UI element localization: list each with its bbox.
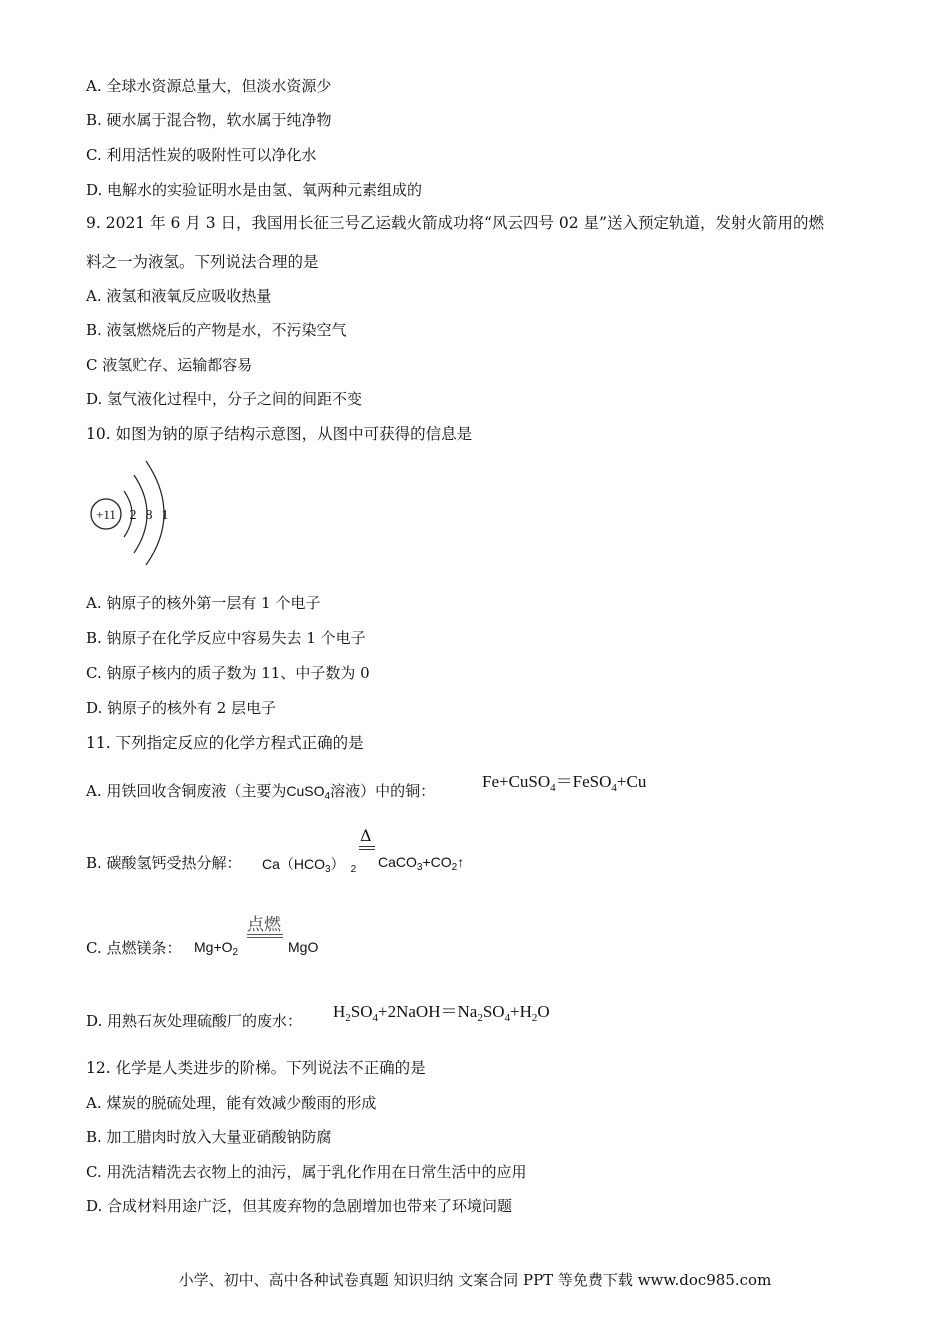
q11-d-equation: $H_2SO_4+2NaOH=Na_2SO_4+H_2O$ bbox=[333, 1002, 550, 1024]
q9-stem-line2: 料之一为液氢。下列说法合理的是 bbox=[86, 253, 319, 271]
q12-option-b: B. 加工腊肉时放入大量亚硝酸钠防腐 bbox=[86, 1128, 332, 1146]
sodium-atom-structure-diagram bbox=[86, 455, 186, 565]
q11-b-heat-condition: Δ bbox=[360, 826, 372, 845]
q8-option-a: A. 全球水资源总量大，但淡水资源少 bbox=[86, 77, 332, 95]
q11-c-ignite-condition: 点燃 bbox=[247, 915, 281, 935]
q9-option-b: B. 液氢燃烧后的产物是水，不污染空气 bbox=[86, 321, 347, 339]
q11-stem: 11. 下列指定反应的化学方程式正确的是 bbox=[86, 734, 364, 752]
q11-option-a: A. 用铁回收含铜废液（主要为CuSO$_4$溶液）中的铜： bbox=[86, 782, 436, 802]
nucleus-charge: +11 bbox=[96, 507, 116, 522]
q11-c-product: MgO bbox=[288, 939, 319, 955]
shell-2-electrons: 8 bbox=[145, 508, 153, 523]
q11-option-c-label: C. 点燃镁条： bbox=[86, 939, 182, 957]
q11-option-d: D. 用熟石灰处理硫酸厂的废水： bbox=[86, 1012, 303, 1030]
q11-b-equals-sign bbox=[359, 846, 375, 850]
q12-option-a: A. 煤炭的脱硫处理，能有效减少酸雨的形成 bbox=[86, 1094, 377, 1112]
q10-option-d: D. 钠原子的核外有 2 层电子 bbox=[86, 699, 277, 717]
q8-option-d: D. 电解水的实验证明水是由氢、氧两种元素组成的 bbox=[86, 181, 423, 199]
shell-3-electrons: 1 bbox=[161, 508, 169, 523]
q8-option-b: B. 硬水属于混合物，软水属于纯净物 bbox=[86, 111, 332, 129]
q9-option-a: A. 液氢和液氧反应吸收热量 bbox=[86, 287, 272, 305]
q11-c-equals-sign bbox=[247, 934, 283, 938]
q10-option-a: A. 钠原子的核外第一层有 1 个电子 bbox=[86, 594, 321, 612]
q10-stem: 10. 如图为钠的原子结构示意图，从图中可获得的信息是 bbox=[86, 425, 473, 443]
q9-option-d: D. 氢气液化过程中，分子之间的间距不变 bbox=[86, 390, 363, 408]
q10-option-c: C. 钠原子核内的质子数为 11、中子数为 0 bbox=[86, 664, 370, 682]
q12-stem: 12. 化学是人类进步的阶梯。下列说法不正确的是 bbox=[86, 1059, 426, 1077]
q11-b-reactant: $Ca(HCO_3)$ $_2$ bbox=[262, 856, 357, 875]
q11-option-b-label: B. 碳酸氢钙受热分解： bbox=[86, 854, 242, 872]
shell-1-electrons: 2 bbox=[129, 508, 137, 523]
q9-option-c: C 液氢贮存、运输都容易 bbox=[86, 356, 253, 374]
q9-stem-line1: 9. 2021 年 6 月 3 日，我国用长征三号乙运载火箭成功将“风云四号 02 星”送入预定轨道，发射火箭用的燃 bbox=[86, 214, 824, 232]
q11-a-equation: Fe+CuSO$_4$＝FeSO$_4$+Cu bbox=[482, 772, 647, 794]
q8-option-c: C. 利用活性炭的吸附性可以净化水 bbox=[86, 146, 317, 164]
q12-option-d: D. 合成材料用途广泛，但其废弃物的急剧增加也带来了环境问题 bbox=[86, 1197, 513, 1215]
q11-b-products: $CaCO_3+CO_2↑$ bbox=[378, 854, 465, 873]
q10-option-b: B. 钠原子在化学反应中容易失去 1 个电子 bbox=[86, 629, 366, 647]
q12-option-c: C. 用洗洁精洗去衣物上的油污，属于乳化作用在日常生活中的应用 bbox=[86, 1163, 527, 1181]
page-footer: 小学、初中、高中各种试卷真题 知识归纳 文案合同 PPT 等免费下载 www.doc985.com bbox=[178, 1271, 772, 1289]
q11-c-reactants: $Mg+O_2$ bbox=[194, 939, 239, 958]
